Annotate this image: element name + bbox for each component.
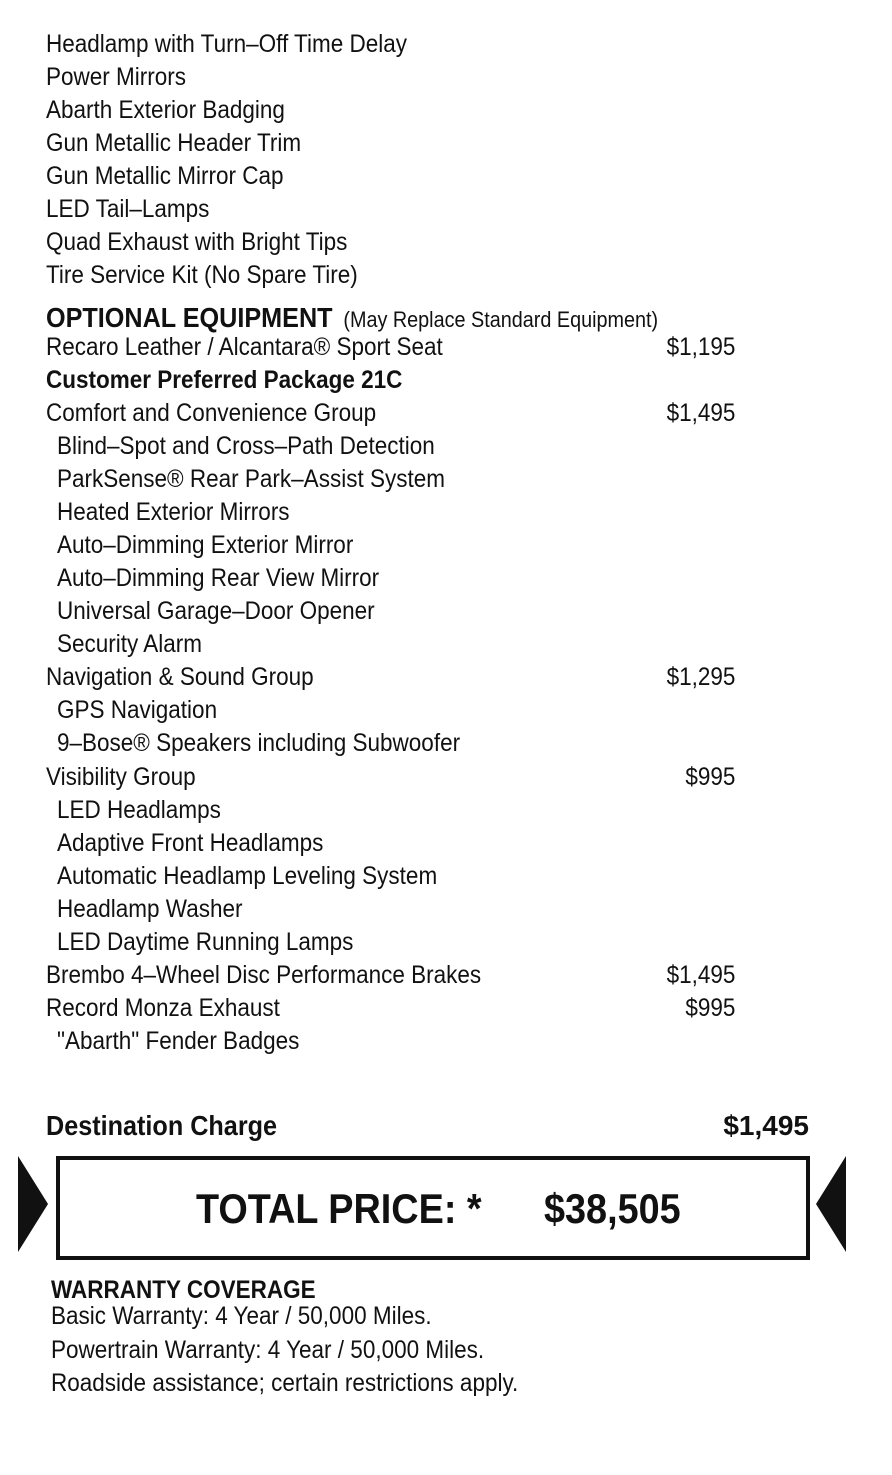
option-label: Heated Exterior Mirrors xyxy=(57,498,290,526)
option-subitem xyxy=(57,926,737,959)
standard-item-label: Quad Exhaust with Bright Tips xyxy=(46,228,348,256)
right-pointing-arrow-icon xyxy=(18,1156,48,1252)
option-subitem xyxy=(57,430,737,463)
standard-item xyxy=(46,193,735,226)
option-row xyxy=(46,992,735,1025)
option-label: Universal Garage–Door Opener xyxy=(57,597,375,625)
option-row xyxy=(46,397,735,430)
standard-item-label: Abarth Exterior Badging xyxy=(46,96,285,124)
standard-item xyxy=(46,94,735,127)
option-subitem xyxy=(57,496,737,529)
option-label: Auto–Dimming Exterior Mirror xyxy=(57,531,354,559)
standard-item xyxy=(46,28,735,61)
option-label: Customer Preferred Package 21C xyxy=(46,366,403,394)
option-label: 9–Bose® Speakers including Subwoofer xyxy=(57,729,461,757)
option-label: Record Monza Exhaust xyxy=(46,994,280,1022)
option-label: Recaro Leather / Alcantara® Sport Seat xyxy=(46,333,443,361)
option-subitem xyxy=(57,1025,737,1058)
option-subitem xyxy=(57,628,737,661)
total-price-label: TOTAL PRICE: * xyxy=(196,1185,482,1232)
option-label: Headlamp Washer xyxy=(57,895,243,923)
option-label: Brembo 4–Wheel Disc Performance Brakes xyxy=(46,961,482,989)
option-subitem xyxy=(57,595,737,628)
option-subitem xyxy=(57,893,737,926)
standard-item xyxy=(46,160,735,193)
standard-item xyxy=(46,127,735,160)
option-subitem xyxy=(57,827,737,860)
option-row xyxy=(46,959,735,992)
option-row xyxy=(46,661,735,694)
standard-item-label: Power Mirrors xyxy=(46,63,187,91)
option-price: $1,495 xyxy=(666,961,736,989)
standard-item-label: Gun Metallic Mirror Cap xyxy=(46,162,284,190)
option-label: "Abarth" Fender Badges xyxy=(57,1027,300,1055)
destination-label: Destination Charge xyxy=(46,1110,278,1141)
option-label: Auto–Dimming Rear View Mirror xyxy=(57,564,380,592)
option-label: Blind–Spot and Cross–Path Detection xyxy=(57,432,435,460)
warranty-line: Basic Warranty: 4 Year / 50,000 Miles. xyxy=(51,1302,432,1330)
option-row xyxy=(46,331,735,364)
standard-item xyxy=(46,259,735,292)
destination-price: $1,495 xyxy=(723,1110,809,1141)
option-label: GPS Navigation xyxy=(57,696,218,724)
left-pointing-arrow-icon xyxy=(816,1156,846,1252)
warranty-line: Powertrain Warranty: 4 Year / 50,000 Miles. xyxy=(51,1336,485,1364)
warranty-heading: WARRANTY COVERAGE xyxy=(51,1276,316,1304)
option-subitem xyxy=(57,694,737,727)
option-price: $995 xyxy=(685,994,736,1022)
section-title: OPTIONAL EQUIPMENT xyxy=(46,302,333,333)
standard-item xyxy=(46,61,735,94)
standard-item-label: Gun Metallic Header Trim xyxy=(46,129,302,157)
option-label: Security Alarm xyxy=(57,630,203,658)
option-subitem xyxy=(57,463,737,496)
option-label: Navigation & Sound Group xyxy=(46,663,314,691)
option-subitem xyxy=(57,727,737,760)
option-label: LED Headlamps xyxy=(57,796,221,824)
option-price: $1,295 xyxy=(666,663,736,691)
section-note: (May Replace Standard Equipment) xyxy=(343,307,659,332)
destination-charge-row xyxy=(46,1108,809,1144)
option-label: LED Daytime Running Lamps xyxy=(57,928,354,956)
option-label: Adaptive Front Headlamps xyxy=(57,829,324,857)
total-price-box xyxy=(56,1156,810,1260)
option-subitem xyxy=(57,562,737,595)
standard-item-label: LED Tail–Lamps xyxy=(46,195,210,223)
option-label: Automatic Headlamp Leveling System xyxy=(57,862,438,890)
option-price: $1,495 xyxy=(666,399,736,427)
standard-item-label: Headlamp with Turn–Off Time Delay xyxy=(46,30,407,58)
option-label: ParkSense® Rear Park–Assist System xyxy=(57,465,445,493)
option-subitem xyxy=(57,794,737,827)
total-price-amount: $38,505 xyxy=(544,1185,681,1232)
standard-item-label: Tire Service Kit (No Spare Tire) xyxy=(46,261,358,289)
option-price: $995 xyxy=(685,763,736,791)
package-title xyxy=(46,364,735,397)
standard-item xyxy=(46,226,735,259)
option-subitem xyxy=(57,529,737,562)
option-subitem xyxy=(57,860,737,893)
option-row xyxy=(46,761,735,794)
option-label: Comfort and Convenience Group xyxy=(46,399,377,427)
option-price: $1,195 xyxy=(666,333,736,361)
option-label: Visibility Group xyxy=(46,763,196,791)
warranty-line: Roadside assistance; certain restrictions apply. xyxy=(51,1369,519,1397)
